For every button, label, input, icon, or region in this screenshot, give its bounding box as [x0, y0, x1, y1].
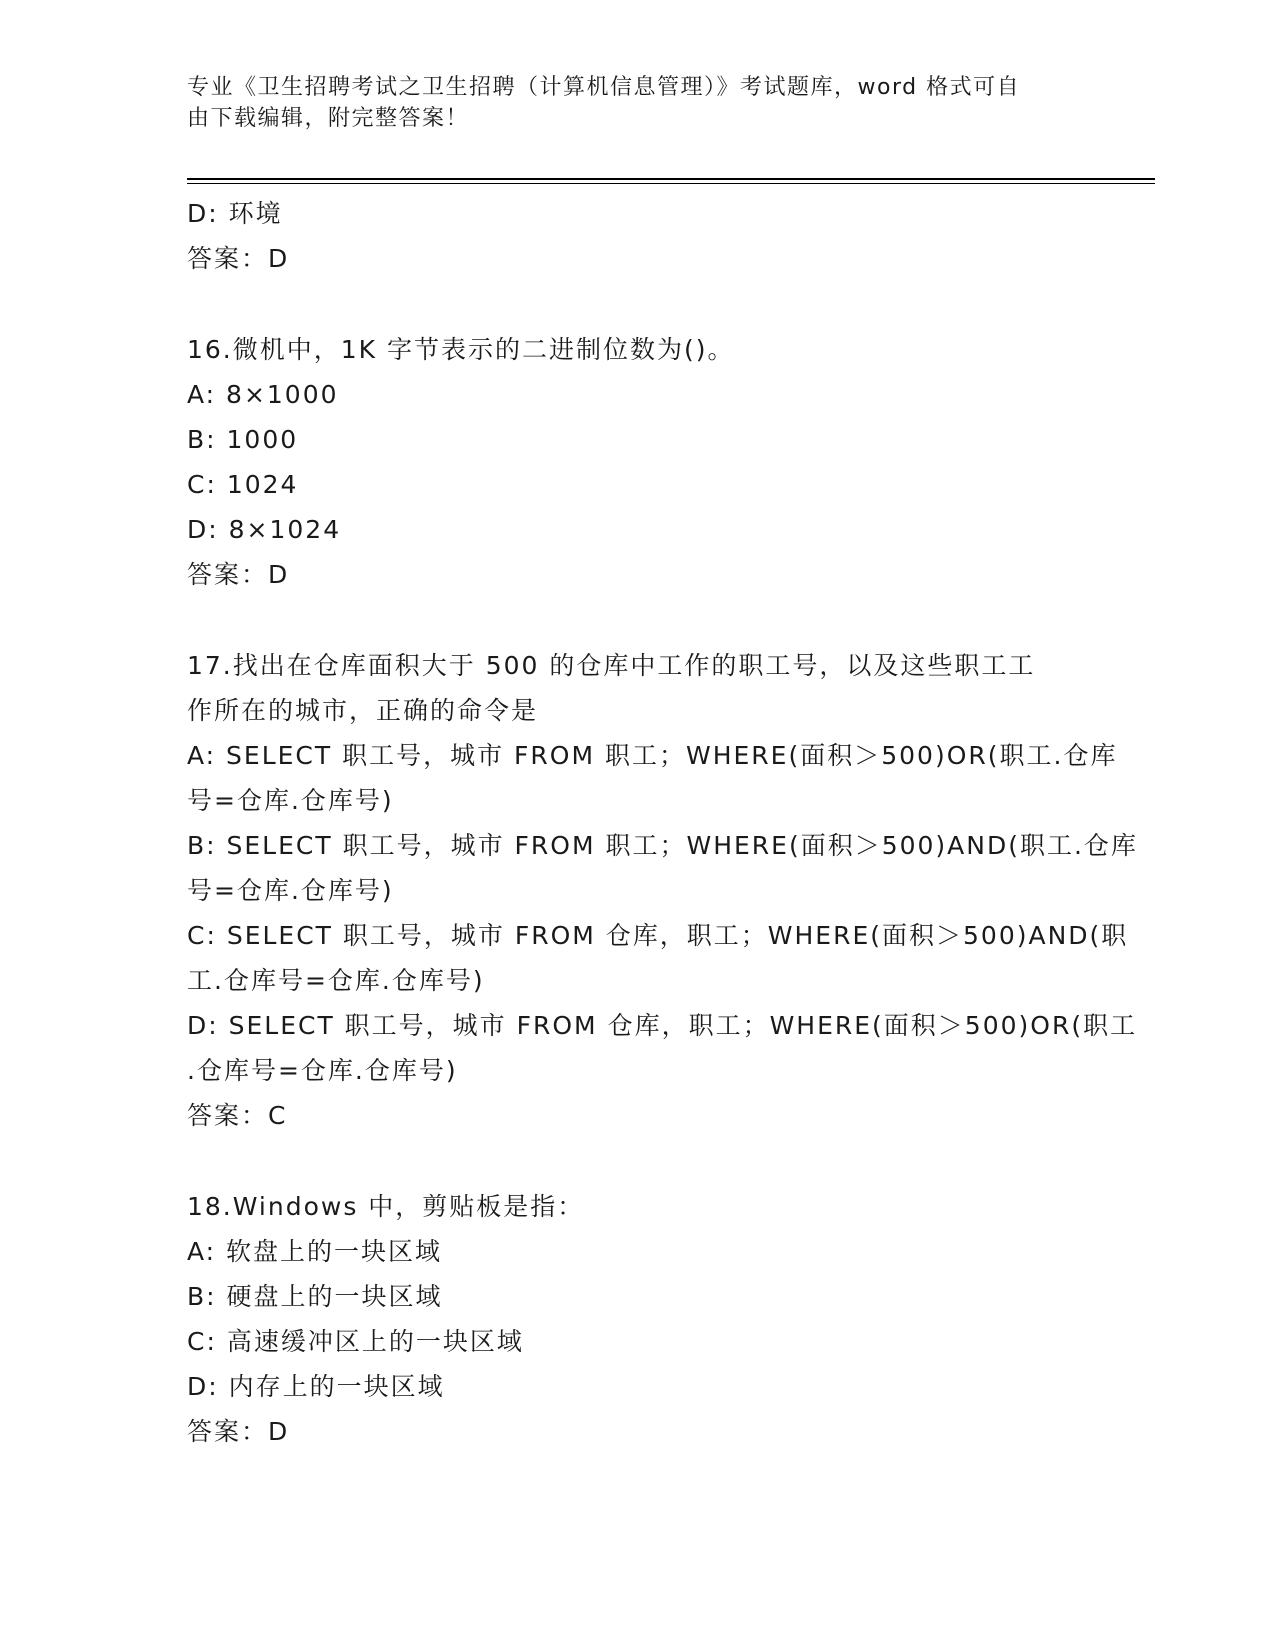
- previous-question-tail: [187, 191, 1087, 281]
- answer-line: 答案：C: [187, 1101, 288, 1130]
- question-16: [187, 327, 1087, 597]
- answer-line: 答案：D: [187, 560, 290, 589]
- option-c-line-2: 工.仓库号=仓库.仓库号): [187, 966, 485, 995]
- option-d: D: 8×1024: [187, 515, 342, 544]
- question-stem: 18.Windows 中，剪贴板是指：: [187, 1192, 585, 1221]
- question-stem: 16.微机中，1K 字节表示的二进制位数为()。: [187, 335, 735, 364]
- header-line-2: 由下载编辑，附完整答案！: [187, 106, 470, 131]
- option-c: C: 1024: [187, 470, 299, 499]
- answer-line: 答案：D: [187, 244, 290, 273]
- option-a: A: 8×1000: [187, 380, 339, 409]
- question-17: [187, 643, 1138, 1138]
- question-stem-line-2: 作所在的城市，正确的命令是: [187, 696, 539, 725]
- option-c: C: 高速缓冲区上的一块区域: [187, 1327, 524, 1356]
- option-b-line-2: 号=仓库.仓库号): [187, 876, 394, 905]
- option-d-line-2: .仓库号=仓库.仓库号): [187, 1056, 458, 1085]
- option-d: D: 内存上的一块区域: [187, 1372, 445, 1401]
- option-b: B: 1000: [187, 425, 299, 454]
- option-b-line-1: B: SELECT 职工号，城市 FROM 职工；WHERE(面积＞500)AND(职工.仓库: [187, 831, 1138, 860]
- spacer: [187, 1138, 1087, 1184]
- answer-line: 答案：D: [187, 1417, 290, 1446]
- header-line-1: 专业《卫生招聘考试之卫生招聘（计算机信息管理）》考试题库，word 格式可自: [187, 75, 1021, 100]
- option-d-line-1: D: SELECT 职工号，城市 FROM 仓库，职工；WHERE(面积＞500)OR(职工: [187, 1011, 1138, 1040]
- option-d: D: 环境: [187, 199, 283, 228]
- option-a-line-2: 号=仓库.仓库号): [187, 786, 394, 815]
- question-list: [187, 191, 1138, 1454]
- header-divider-thin: [187, 183, 1155, 184]
- header-divider-thick: [187, 178, 1155, 180]
- option-a-line-1: A: SELECT 职工号，城市 FROM 职工；WHERE(面积＞500)OR(职工.仓库: [187, 741, 1118, 770]
- question-stem-line-1: 17.找出在仓库面积大于 500 的仓库中工作的职工号，以及这些职工工: [187, 651, 1036, 680]
- question-18: [187, 1184, 1087, 1454]
- option-b: B: 硬盘上的一块区域: [187, 1282, 443, 1311]
- document-header: [187, 72, 1067, 134]
- option-c-line-1: C: SELECT 职工号，城市 FROM 仓库，职工；WHERE(面积＞500)AND(职: [187, 921, 1129, 950]
- spacer: [187, 281, 1087, 327]
- spacer: [187, 597, 1087, 643]
- option-a: A: 软盘上的一块区域: [187, 1237, 443, 1266]
